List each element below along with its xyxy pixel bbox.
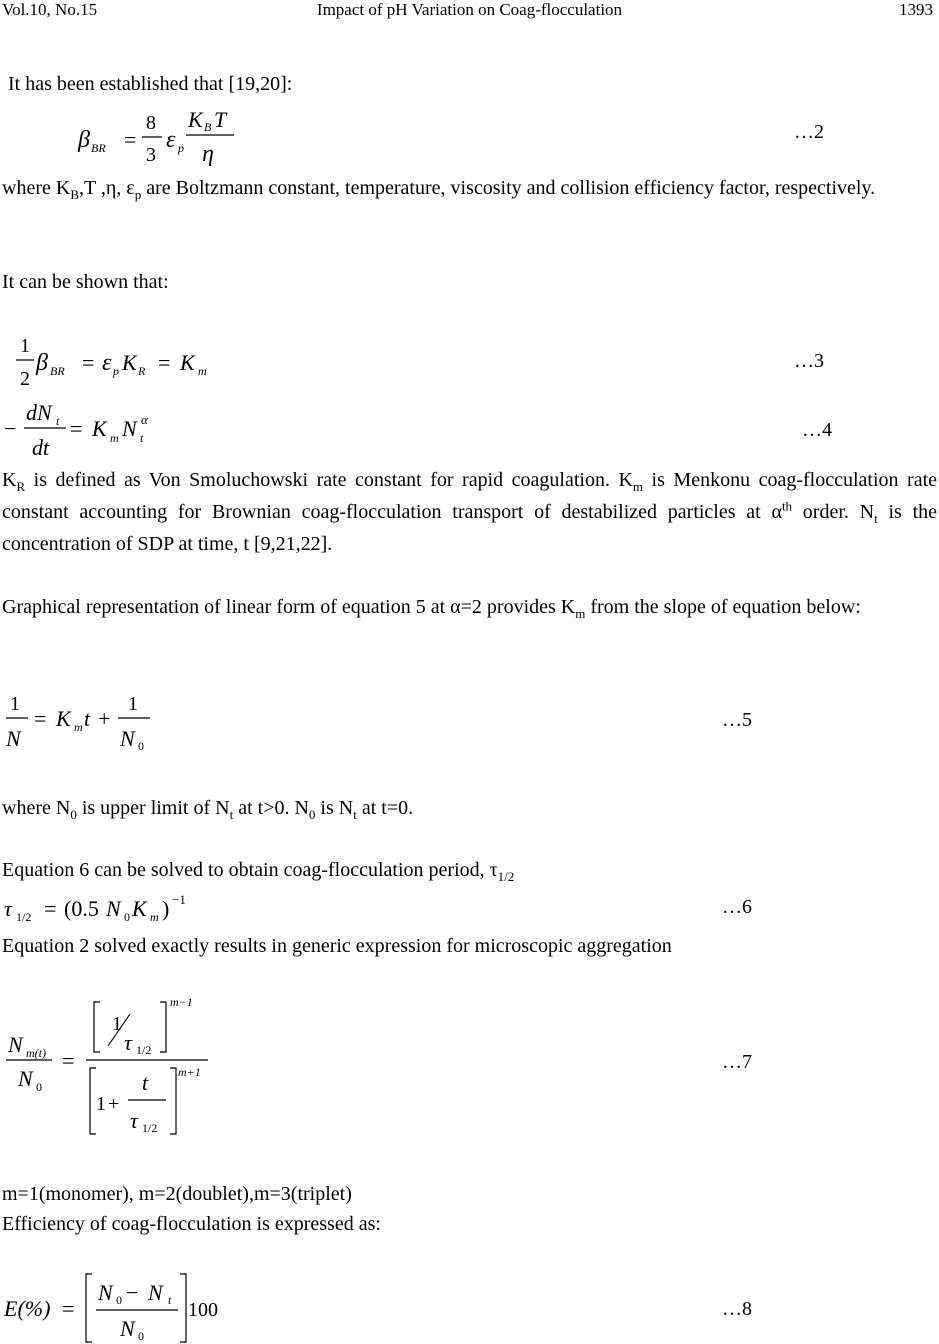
equation-3 [10,328,240,390]
eq7-bot-plus: + [108,1093,120,1115]
eq8-left-bracket [86,1274,92,1342]
eq5-k: K [56,706,71,731]
shown-paragraph: It can be shown that: [2,271,169,293]
eq7-n0: N [18,1066,33,1091]
eq4-k-sub: m [110,431,119,445]
equation-7 [2,996,222,1142]
eq-number-4: …4 [802,419,832,441]
eq6-intro-paragraph: Equation 6 can be solved to obtain coag-flocculation period, $\tau_{1/2}$ [2,859,515,884]
where-kb-paragraph: where $K_B,T$ ,η, $\varepsilon_p$ are Boltzmann constant, temperature, viscosity and collision efficiency factor, respectively. [2,177,876,202]
eq7-top-right-bracket [160,1002,166,1052]
eq3-k: K [122,350,137,375]
eq3-beta-sub: BR [50,364,65,378]
eq5-den-n0-sub: 0 [138,739,144,753]
equation-6 [2,888,222,928]
eq8-num-nt: N [148,1280,163,1305]
eq-number-6: …6 [722,896,752,918]
eq3-beta: β [36,350,48,376]
eq4-n-sup: α [141,412,148,427]
eq2-num-sub: B [204,120,212,134]
eq7-top-tau-sub: 1/2 [136,1043,152,1057]
eq5-k-sub: m [74,720,83,734]
eq5-plus: + [98,706,111,731]
eq6-tau: τ [4,896,12,921]
eq2-equals: = [124,127,137,152]
eq3-frac-num: 1 [20,335,30,357]
eq7-top-sup: m−1 [170,996,193,1009]
equation-8 [2,1268,242,1344]
eq7-bot-tau: τ [130,1108,138,1133]
eq-number-5: …5 [722,709,752,731]
eq7-top-left-bracket [94,1002,100,1052]
eq2-coef-num: 8 [146,112,156,134]
eq4-k: K [92,416,107,441]
eq8-num-nt-sub: t [168,1293,172,1307]
equation-2 [70,103,270,169]
n0-definition-paragraph: where $N_0$ is upper limit of $N_t$ at t>0. $N_0$ is $N_t$ at t=0. [2,797,414,822]
eq2-beta: β [78,127,90,153]
eq2-coef-den: 3 [146,144,156,166]
eq4-num-sub: t [56,414,60,428]
eq4-num: dN [26,400,52,425]
eq6-n: N [106,896,121,921]
eq5-den-n: N [6,726,21,751]
eq3-km-sub: m [198,364,207,378]
running-title: Impact of pH Variation on Coag-flocculation [316,0,623,19]
kr-definition-paragraph: $K_R$ is defined as Von Smoluchowski rate constant for rapid coagulation. $K_m$ is Menkonu coag-flocculation rate constant accounting for Brownian coag-flocculation transport of destabilized particles at $\alpha^{th}$ order. $N_t$ is the concentration of SDP at time, t [9,21,22]. [2,469,938,555]
eq7-bot-t: t [142,1070,149,1095]
eq8-minus: − [126,1280,139,1305]
eq5-t: t [84,706,91,731]
eq8-equals: = [62,1296,75,1321]
eq8-hundred: 100 [188,1299,218,1321]
running-header [0,0,939,22]
eq7-top-one: 1 [112,1013,122,1035]
eq3-frac-den: 2 [20,368,30,390]
eq2-den-eta: η [202,141,214,167]
eq5-num-2: 1 [128,693,138,715]
eq8-den-n0-sub: 0 [138,1329,144,1343]
eq7-equals: = [62,1048,75,1073]
eq-number-2: …2 [794,121,824,143]
eq7-bot-right-bracket [170,1068,176,1134]
eq8-num-n0: N [98,1280,113,1305]
eq7-n-sub: m(t) [26,1046,46,1060]
eq2-num-k: K [188,107,203,132]
eq3-equals-2: = [158,350,171,375]
eq8-den-n0: N [120,1316,135,1341]
eq-number-3: …3 [794,350,824,372]
eq-number-7: …7 [722,1051,752,1073]
eq7-bot-one: 1 [96,1093,106,1115]
eq2-solved-paragraph: Equation 2 solved exactly results in generic expression for microscopic aggregation [2,935,672,957]
eq5-den-n0: N [120,726,135,751]
eq6-equals: = [44,896,57,921]
eq4-equals: = [70,416,83,441]
page-number: 1393 [899,0,933,19]
intro-paragraph: It has been established that [19,20]: [8,73,293,95]
eq3-epsilon: ε [102,350,112,376]
eq3-km: K [180,350,195,375]
eq8-lhs: E(%) [4,1296,51,1321]
equation-5 [2,686,172,754]
eq2-beta-sub: BR [91,141,106,155]
eq3-equals-1: = [82,350,95,375]
eq-number-8: …8 [722,1298,752,1320]
eq7-n0-sub: 0 [36,1080,42,1094]
eq6-k: K [132,896,147,921]
eq2-num-t: T [214,107,227,132]
eq6-sup: −1 [172,892,186,907]
eq6-n-sub: 0 [124,910,130,924]
volume-label: Vol.10, No.15 [2,0,98,19]
eq7-bot-tau-sub: 1/2 [142,1121,158,1135]
eq6-rhs: (0.5 [64,896,99,921]
eq7-bot-sup: m+1 [178,1065,201,1079]
eq4-minus: − [4,416,17,441]
eq6-tau-sub: 1/2 [16,910,32,924]
eq8-right-bracket [180,1274,186,1342]
eq7-top-tau: τ [124,1030,132,1055]
graphical-paragraph: Graphical representation of linear form of equation 5 at α=2 provides $K_m$ from the slope of equation below: [2,596,861,621]
eq6-close: ) [162,896,170,921]
monomer-line: m=1(monomer), m=2(doublet),m=3(triplet) [2,1183,352,1205]
eq3-epsilon-sub: p [113,364,119,378]
equation-4 [2,398,202,462]
eq2-epsilon: ε [166,127,176,153]
efficiency-line: Efficiency of coag-flocculation is expressed as: [2,1213,381,1235]
eq7-n: N [8,1032,23,1057]
eq4-n-sub: t [140,431,144,445]
eq6-k-sub: m [150,910,159,924]
eq5-equals: = [34,706,47,731]
eq8-num-n0-sub: 0 [116,1293,122,1307]
eq4-den: dt [32,435,50,460]
eq2-epsilon-sub: p [178,141,184,155]
eq3-k-sub: R [138,364,146,378]
eq4-n: N [122,416,137,441]
eq5-num-1: 1 [10,693,20,715]
